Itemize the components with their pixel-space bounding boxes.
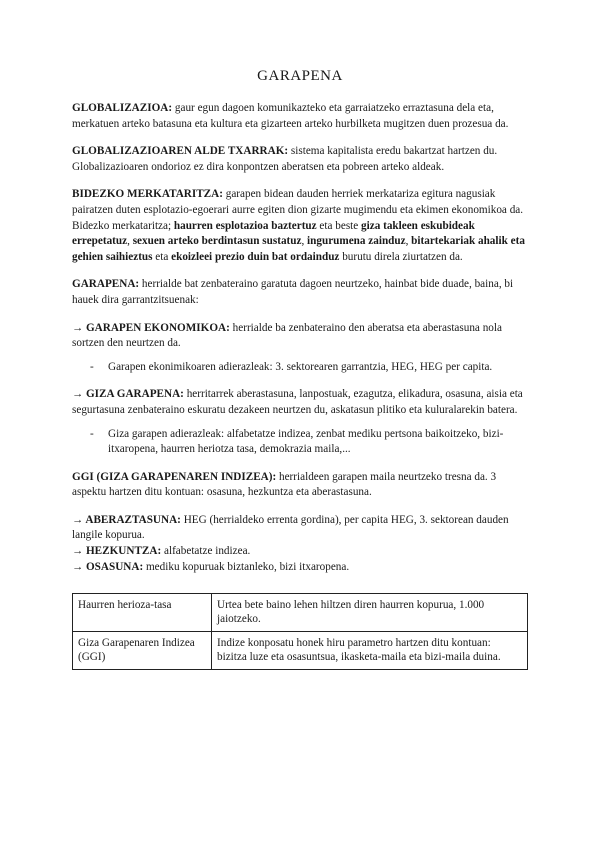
bullet-dash: -: [90, 360, 94, 373]
paragraph-osasuna: [72, 560, 528, 576]
term-giza: → GIZA GARAPENA:: [72, 388, 184, 401]
bullet-text: Giza garapen adierazleak: alfabetatze indizea, zenbat mediku pertsona baikoitzeko, bizi-itxaropena, haurren heriotza tasa, demokrazia maila,...: [108, 427, 504, 456]
text-osasuna: mediku kopuruak biztanleko, bizi itxaropena.: [143, 560, 350, 573]
table-cell: Indize konposatu honek hiru parametro hartzen ditu kontuan: bizitza luze eta osasuntsua, ikasketa-maila eta bizi-maila duina.: [212, 632, 528, 670]
table-cell: Giza Garapenaren Indizea (GGI): [73, 632, 212, 670]
definitions-table: [72, 593, 528, 670]
bold-b3: sexuen arteko berdintasun sustatuz: [132, 235, 302, 248]
text-garapena: herrialde bat zenbateraino garatuta dagoen neurtzeko, hainbat bide duade, baina, bi hauek dira garrantzitsuenak:: [72, 278, 514, 306]
text-giza: herritarrek aberastasuna, lanpostuak, ezagutza, elikadura, osasuna, aisia eta segurtasuna zenbateraino eskuratu dezakeen neurtzen du, askatasun plitiko eta kuluralarekin batera.: [72, 388, 523, 416]
term-globalizazio-alde: GLOBALIZAZIOAREN ALDE TXARRAK:: [72, 145, 289, 158]
paragraph-bidezko: [72, 187, 528, 218]
table-row: [73, 594, 528, 632]
term-ggi: GGI (GIZA GARAPENAREN INDIZEA):: [72, 470, 277, 483]
text-t4: ,: [405, 235, 412, 248]
text-t3: ,: [301, 235, 308, 248]
text-aberastasuna: HEG (herrialdeko errenta gordina), per capita HEG, 3. sektorean dauden langile kopurua.: [72, 513, 509, 542]
text-t1: eta beste: [316, 219, 362, 232]
term-aberastasuna: → ABERAZTASUNA:: [72, 513, 181, 526]
bold-b5: bitartekariak ahalik eta gehien saihieztus: [72, 235, 525, 263]
document-page: [72, 68, 528, 670]
text-t5: eta: [152, 250, 172, 263]
table-row: [73, 632, 528, 670]
table-cell: Urtea bete baino lehen hiltzen diren haurren kopurua, 1.000 jaiotzeko.: [212, 594, 528, 632]
text-globalizazio-alde: sistema kapitalista eredu bakartzat hartzen du. Globalizazioaren ondorioz ez dira konpontzen aberatsen eta pobreen arteko aldeak.: [72, 145, 498, 173]
paragraph-garapena: [72, 277, 528, 308]
paragraph-ekonomikoa: [72, 321, 528, 352]
paragraph-globalizazioa: [72, 101, 528, 132]
text-hezkuntza: alfabetatze indizea.: [161, 545, 251, 558]
term-hezkuntza: → HEZKUNTZA:: [72, 545, 162, 558]
text-bidezko-start: Bidezko merkataritza;: [72, 219, 174, 232]
term-garapena: GARAPENA:: [72, 278, 140, 291]
bold-b2: giza takleen eskubideak errepetatuz: [72, 219, 475, 248]
paragraph-globalizazio-alde: [72, 144, 528, 175]
bullet-text: Garapen ekonimikoaren adierazleak: 3. sektorearen garrantzia, HEG, HEG per capita.: [108, 360, 493, 373]
term-ekonomikoa: → GARAPEN EKONOMIKOA:: [72, 321, 230, 334]
bold-b6: ekoizleei prezio duin bat ordainduz: [171, 250, 340, 263]
page-title: GARAPENA: [257, 68, 343, 84]
term-osasuna: → OSASUNA:: [72, 560, 144, 573]
bullet-dash: -: [90, 427, 94, 440]
paragraph-bidezko-2: [72, 219, 528, 266]
text-bidezko: garapen bidean dauden herriek merkatariza egitura nagusiak pairatzen duten esplotazio-egoerari aurre egiten dion gizarte mugimendu eta ekimen ekonomikoa da.: [72, 188, 524, 216]
text-t2: ,: [127, 235, 133, 248]
term-globalizazioa: GLOBALIZAZIOA:: [72, 102, 173, 114]
text-t6: burutu direla ziurtatzen da.: [339, 250, 463, 263]
text-ekonomikoa: herrialde ba zenbateraino den aberatsa eta aberastasuna nola sortzen den neurtzen da.: [72, 321, 502, 350]
bold-b1: haurren esplotazioa baztertuz: [173, 219, 317, 232]
text-globalizazioa: gaur egun dagoen komunikazteko eta garraiatzeko erraztasuna dela eta, merkatuen arteko batasuna eta kultura eta gizarteen arteko hurbilketa mugitzen duen prozesua da.: [72, 102, 509, 130]
text-ggi: herrialdeen garapen maila neurtzeko tresna da. 3 aspektu hartzen ditu kontuan: osasuna, hezkuntza eta aberastasuna.: [72, 470, 497, 499]
paragraph-giza: [72, 387, 528, 418]
paragraph-hezkuntza: [72, 544, 528, 560]
paragraph-ggi: [72, 470, 528, 501]
table-cell: Haurren herioza-tasa: [73, 594, 212, 632]
paragraph-aberastasuna: [72, 513, 528, 544]
list-item-giza: [90, 427, 528, 458]
list-item-ekonomikoa: [90, 360, 528, 376]
term-bidezko: BIDEZKO MERKATARITZA:: [72, 188, 223, 201]
bold-b4: ingurumena zainduz: [307, 235, 406, 248]
